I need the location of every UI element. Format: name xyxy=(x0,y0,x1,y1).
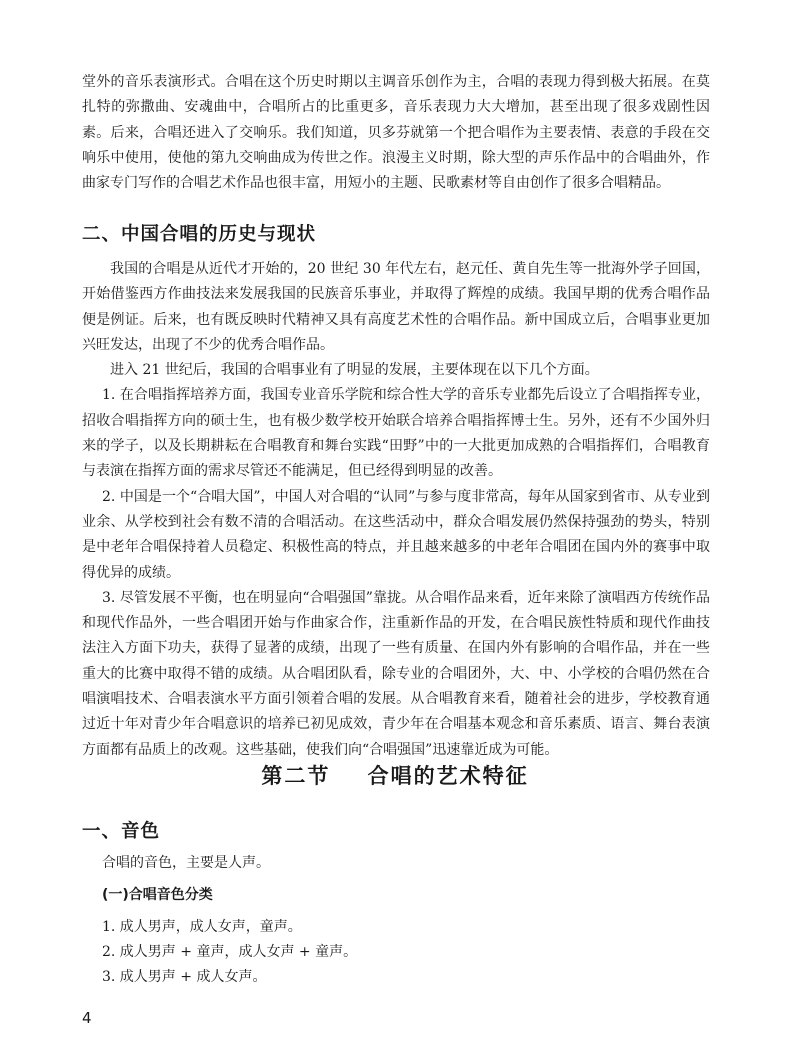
paragraph-point-3: 3. 尽管发展不平衡，也在明显向“合唱强国”靠拢。从合唱作品来看，近年来除了演唱西方传统作品和现代作品外，一些合唱团开始与作曲家合作，注重新作品的开发，在合唱民族性特质和现代作曲技法注入方面下功夫，获得了显著的成绩，出现了一些有质量、在国内外有影响的合唱作品，并在一些重大的比赛中取得不错的成绩。从合唱团队看，除专业的合唱团外，大、中、小学校的合唱仍然在合唱演唱技术、合唱表演水平方面引领着合唱的发展。从合唱教育来看，随着社会的进步，学校教育通过近十年对青少年合唱意识的培养已初见成效，青少年在合唱基本观念和音乐素质、语言、舞台表演方面都有品质上的改观。这些基础，使我们向“合唱强国”迅速靠近成为可能。 xyxy=(82,589,710,758)
intro-paragraph: 堂外的音乐表演形式。合唱在这个历史时期以主调音乐创作为主，合唱的表现力得到极大拓展。在莫扎特的弥撒曲、安魂曲中，合唱所占的比重更多，音乐表现力大大增加，甚至出现了很多戏剧性因素。后来，合唱还进入了交响乐。我们知道，贝多芬就第一个把合唱作为主要表情、表意的手段在交响乐中使用，使他的第九交响曲成为传世之作。浪漫主义时期，除大型的声乐作品中的合唱曲外，作曲家专门写作的合唱艺术作品也很丰富，用短小的主题、民歌素材等自由创作了很多合唱精品。 xyxy=(82,74,710,192)
section-timbre-body xyxy=(82,851,710,990)
paragraph-history: 我国的合唱是从近代才开始的，20 世纪 30 年代左右，赵元任、黄自先生等一批海外学子回国，开始借鉴西方作曲技法来发展我国的民族音乐事业，并取得了辉煌的成绩。我国早期的优秀合唱作品便是例证。后来，也有既反映时代精神又具有高度艺术性的合唱作品。新中国成立后，合唱事业更加兴旺发达，出现了不少的优秀合唱作品。 xyxy=(82,261,710,353)
section-china-body xyxy=(82,257,710,763)
paragraph-21st-century: 进入 21 世纪后，我国的合唱事业有了明显的发展，主要体现在以下几个方面。 xyxy=(110,362,599,379)
section-china-heading-block xyxy=(82,222,710,248)
timbre-subheading-wrapper xyxy=(82,883,710,908)
section-heading-china-choir: 二、中国合唱的历史与现状 xyxy=(82,224,317,245)
timbre-subheading: (一)合唱音色分类 xyxy=(102,887,213,904)
section-timbre-heading-block xyxy=(82,819,710,845)
section-heading-timbre: 一、音色 xyxy=(82,821,161,842)
timbre-item-1: 1. 成人男声，成人女声，童声。 xyxy=(102,918,302,935)
timbre-intro: 合唱的音色，主要是人声。 xyxy=(102,855,270,871)
timbre-item-2: 2. 成人男声 + 童声，成人女声 + 童声。 xyxy=(102,943,358,960)
timbre-item-3: 3. 成人男声 + 成人女声。 xyxy=(102,969,267,986)
chapter-heading: 第二节 合唱的艺术特征 xyxy=(261,764,529,788)
intro-block xyxy=(82,70,710,196)
paragraph-point-2: 2. 中国是一个“合唱大国”，中国人对合唱的“认同”与参与度非常高，每年从国家到省市、从专业到业余、从学校到社会有数不清的合唱活动。在这些活动中，群众合唱发展仍然保持强劲的势头，特别是中老年合唱保持着人员稳定、积极性高的特点，并且越来越多的中老年合唱团在国内外的赛事中取得优异的成绩。 xyxy=(82,488,710,581)
paragraph-point-1: 1. 在合唱指挥培养方面，我国专业音乐学院和综合性大学的音乐专业都先后设立了合唱指挥专业，招收合唱指挥方向的硕士生，也有极少数学校开始联合培养合唱指挥博士生。另外，还有不少国外归来的学子，以及长期耕耘在合唱教育和舞台实践“田野”中的一大批更加成熟的合唱指挥们，合唱教育与表演在指挥方面的需求尽管还不能满足，但已经得到明显的改善。 xyxy=(82,387,710,480)
page-number: 4 xyxy=(82,1009,92,1027)
